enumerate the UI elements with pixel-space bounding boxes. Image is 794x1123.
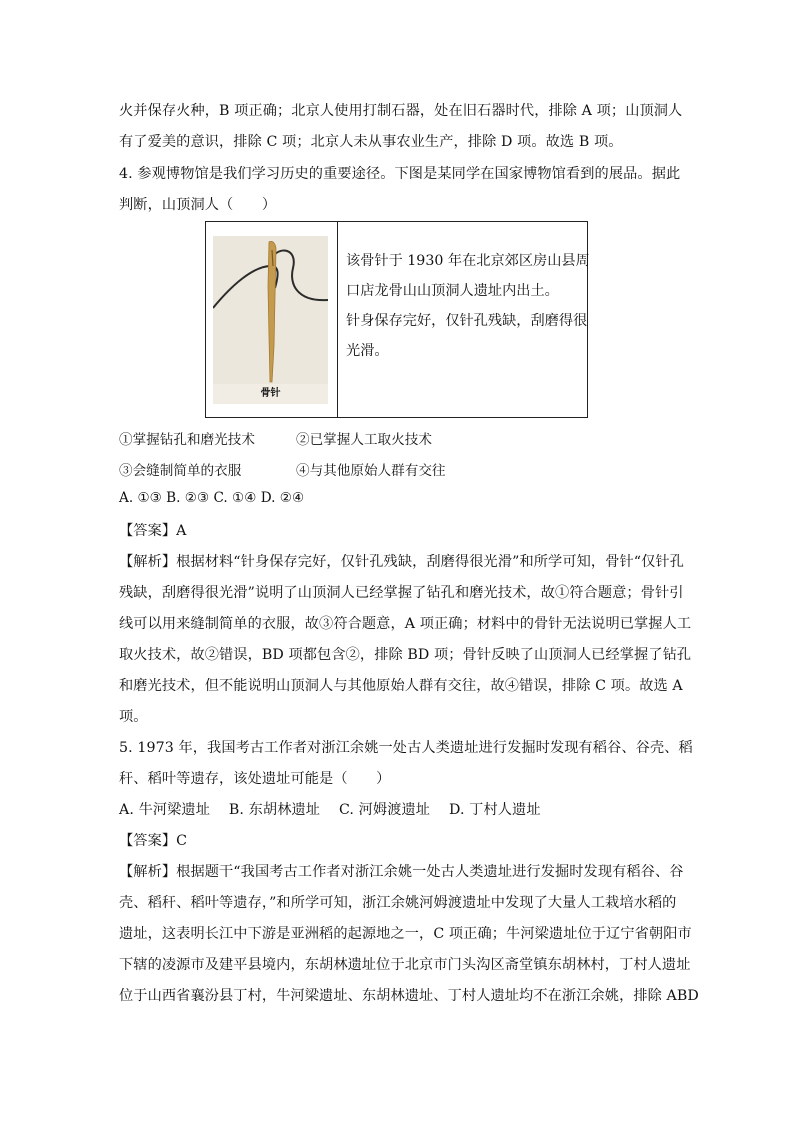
question-4-choices: A. ①③ B. ②③ C. ①④ D. ②④ bbox=[119, 490, 305, 506]
description-line: 口店龙骨山山顶洞人遗址内出土。 bbox=[346, 283, 559, 299]
option-3: ③会缝制简单的衣服 bbox=[119, 463, 242, 479]
text-line: 有了爱美的意识，排除 C 项；北京人未从事农业生产，排除 D 项。故选 B 项。 bbox=[119, 134, 623, 150]
question-5-stem: 5. 1973 年，我国考古工作者对浙江余姚一处古人类遗址进行发掘时发现有稻谷、谷壳、稻 bbox=[119, 740, 693, 756]
question-4-answer: 【答案】A bbox=[119, 523, 187, 539]
exhibit-description bbox=[346, 236, 590, 366]
text-line: 火并保存火种，B 项正确；北京人使用打制石器，处在旧石器时代，排除 A 项；山顶洞人 bbox=[119, 103, 683, 119]
description-line: 该骨针于 1930 年在北京郊区房山县周 bbox=[346, 253, 590, 269]
analysis-line: 位于山西省襄汾县丁村，牛河梁遗址、东胡林遗址、丁村人遗址均不在浙江余姚，排除 ABD bbox=[119, 988, 699, 1004]
analysis-line: 和磨光技术，但不能说明山顶洞人与其他原始人群有交往，故④错误，排除 C 项。故选 A bbox=[119, 678, 683, 694]
description-line: 针身保存完好，仅针孔残缺，刮磨得很 bbox=[346, 313, 588, 329]
bone-needle-photo bbox=[213, 236, 328, 384]
question-5-answer: 【答案】C bbox=[119, 833, 188, 849]
table-divider bbox=[337, 222, 338, 417]
analysis-line: 遗址，这表明长江中下游是亚洲稻的起源地之一，C 项正确；牛河梁遗址位于辽宁省朝阳市 bbox=[119, 926, 692, 942]
option-4: ④与其他原始人群有交往 bbox=[296, 463, 446, 479]
description-line: 光滑。 bbox=[346, 343, 389, 359]
bone-needle-image bbox=[213, 236, 328, 384]
question-4-stem: 4. 参观博物馆是我们学习历史的重要途径。下图是某同学在国家博物馆看到的展品。据此 bbox=[119, 166, 681, 182]
analysis-line: 壳、稻秆、稻叶等遗存，”和所学可知，浙江余姚河姆渡遗址中发现了大量人工栽培水稻的 bbox=[119, 895, 677, 911]
option-1: ①掌握钻孔和磨光技术 bbox=[119, 432, 255, 448]
question-4-stem: 判断，山顶洞人（ ） bbox=[119, 197, 277, 213]
exhibit-table bbox=[205, 221, 588, 418]
photo-caption: 骨针 bbox=[213, 384, 328, 404]
question-5-stem: 秆、稻叶等遗存，该处遗址可能是（ ） bbox=[119, 771, 391, 787]
analysis-line: 下辖的凌源市及建平县境内，东胡林遗址位于北京市门头沟区斋堂镇东胡林村，丁村人遗址 bbox=[119, 957, 691, 973]
analysis-line: 取火技术，故②错误，BD 项都包含②，排除 BD 项；骨针反映了山顶洞人已经掌握了钻孔 bbox=[119, 647, 692, 663]
analysis-line: 项。 bbox=[119, 709, 148, 725]
analysis-line: 残缺，刮磨得很光滑”说明了山顶洞人已经掌握了钻孔和磨光技术，故①符合题意；骨针引 bbox=[119, 585, 684, 601]
analysis-line: 【解析】根据题干“我国考古工作者对浙江余姚一处古人类遗址进行发掘时发现有稻谷、谷 bbox=[119, 864, 684, 880]
question-5-choices: A. 牛河梁遗址 B. 东胡林遗址 C. 河姆渡遗址 D. 丁村人遗址 bbox=[119, 802, 541, 818]
option-2: ②已掌握人工取火技术 bbox=[296, 432, 432, 448]
analysis-line: 线可以用来缝制简单的衣服，故③符合题意，A 项正确；材料中的骨针无法说明已掌握人工 bbox=[119, 616, 692, 632]
analysis-line: 【解析】根据材料“针身保存完好，仅针孔残缺，刮磨得很光滑”和所学可知，骨针“仅针孔 bbox=[119, 554, 684, 570]
